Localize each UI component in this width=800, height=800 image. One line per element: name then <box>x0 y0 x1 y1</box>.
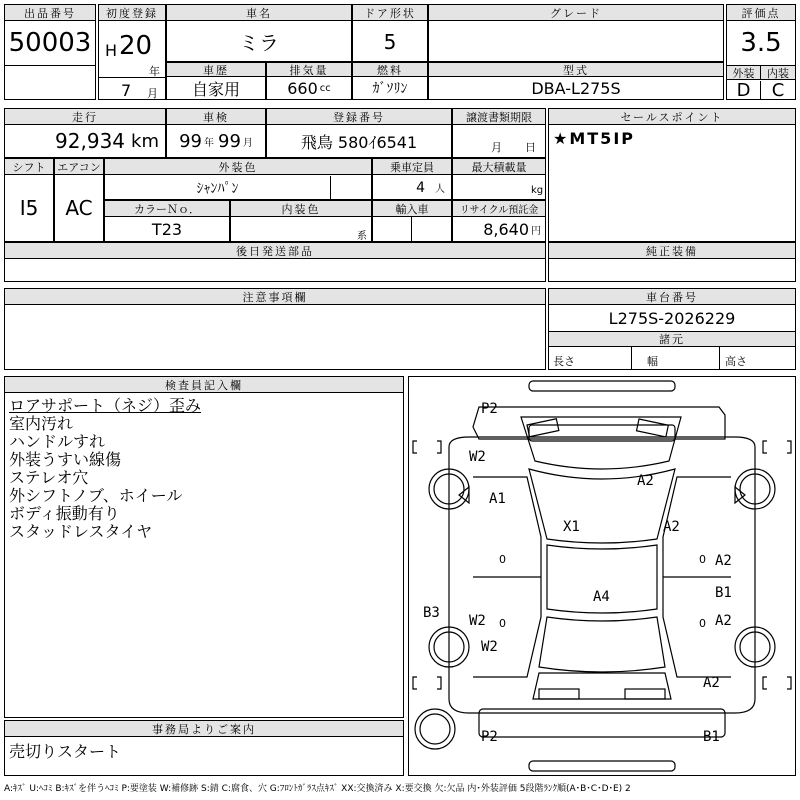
grade-label: グレード <box>429 5 723 21</box>
damage-mark: A1 <box>489 491 506 507</box>
capacity-row <box>373 176 451 199</box>
grade-value <box>429 22 723 61</box>
inspector-line: 外装うすい線傷 <box>9 450 122 469</box>
interior-score-label: 内装 <box>761 66 795 80</box>
damage-mark: A2 <box>663 519 680 535</box>
displacement-box <box>266 62 352 100</box>
specs-length: 長さ <box>553 355 575 368</box>
damage-mark: B1 <box>703 729 720 745</box>
model-code-value: DBA-L275S <box>531 78 621 98</box>
sales-point-label: セールスポイント <box>549 109 795 125</box>
interior-score-value: C <box>771 81 785 99</box>
car-diagram <box>409 377 795 775</box>
mileage-row <box>5 126 165 156</box>
exterior-color-label: 外装色 <box>105 159 371 175</box>
doors-value: 5 <box>383 29 397 54</box>
displacement-unit: cc <box>319 82 331 94</box>
car-name-box <box>166 4 352 62</box>
displacement-row <box>267 77 351 99</box>
inspector-line: ロアサポート（ネジ）歪み <box>9 396 202 415</box>
transfer-deadline-box <box>452 108 546 158</box>
transfer-deadline-label: 譲渡書類期限 <box>453 109 545 125</box>
first-registration-year-unit: 年 <box>149 65 160 78</box>
damage-mark: P2 <box>481 401 498 417</box>
damage-mark: A2 <box>715 613 732 629</box>
exterior-color-box <box>104 158 372 200</box>
inspection-month: 99 <box>218 130 241 152</box>
car-name-label: 車名 <box>167 5 351 21</box>
damage-mark: B1 <box>715 585 732 601</box>
lot-divider <box>5 65 95 66</box>
mileage-label: 走行 <box>5 109 165 125</box>
max-load-unit: kg <box>531 185 544 196</box>
grade-box <box>428 4 724 62</box>
first-registration-label: 初度登録 <box>99 5 165 21</box>
damage-mark: A2 <box>703 675 720 691</box>
doors-label: ドア形状 <box>353 5 427 21</box>
inspector-line: ステレオ穴 <box>9 468 89 487</box>
car-diagram-box <box>408 376 796 776</box>
office-label: 事務局よりご案内 <box>5 721 403 737</box>
first-registration-era: H <box>105 41 118 60</box>
history-box <box>166 62 266 100</box>
damage-mark: A4 <box>593 589 610 605</box>
score-box <box>726 4 796 100</box>
import-label: 輸入車 <box>373 201 451 217</box>
inspector-line: スタッドレスタイヤ <box>9 522 153 541</box>
aircon-box <box>54 158 104 242</box>
first-registration-year: 20 <box>119 31 153 61</box>
color-no-value: T23 <box>151 220 183 239</box>
inspection-month-unit: 月 <box>242 137 253 149</box>
score-label: 評価点 <box>727 5 795 21</box>
damage-mark: A2 <box>715 553 732 569</box>
model-code-label: 型式 <box>429 63 723 77</box>
recycle-fee-box <box>452 200 546 242</box>
capacity-box <box>372 158 452 200</box>
lot-number-value: 50003 <box>8 28 92 58</box>
later-parts-label: 後日発送部品 <box>5 243 545 259</box>
transfer-deadline-day-unit: 日 <box>525 141 536 154</box>
damage-mark: A2 <box>637 473 654 489</box>
inspection-box <box>166 108 266 158</box>
genuine-equipment-label: 純正装備 <box>549 243 795 259</box>
office-box <box>4 720 404 776</box>
score-value: 3.5 <box>740 28 782 58</box>
mileage-unit: km <box>131 130 159 152</box>
fuel-box <box>352 62 428 100</box>
damage-mark: W2 <box>481 639 498 655</box>
notes-label: 注意事項欄 <box>5 289 545 305</box>
inspector-line: 室内汚れ <box>9 414 74 433</box>
office-value: 売切りスタート <box>9 742 122 761</box>
exterior-score-value: D <box>727 81 761 99</box>
specs-width: 幅 <box>647 355 658 368</box>
fuel-value: ｶﾞｿﾘﾝ <box>372 81 408 97</box>
recycle-fee-unit: 円 <box>531 226 541 237</box>
exterior-color-value: ｼｬﾝﾊﾟﾝ <box>105 176 331 199</box>
shift-label: シフト <box>5 159 53 175</box>
first-registration-month-unit: 月 <box>147 87 158 100</box>
inspector-line: ハンドルすれ <box>9 432 106 451</box>
mileage-value: 92,934 <box>55 129 126 153</box>
mileage-box <box>4 108 166 158</box>
capacity-label: 乗車定員 <box>373 159 451 175</box>
inspector-lines <box>9 397 201 541</box>
interior-color-box <box>230 200 372 242</box>
damage-mark: W2 <box>469 449 486 465</box>
color-no-label: カラーＮｏ． <box>105 201 229 217</box>
shift-box <box>4 158 54 242</box>
shift-value: I5 <box>19 196 39 220</box>
inspection-year: 99 <box>179 130 202 152</box>
aircon-label: エアコン <box>55 159 103 175</box>
registration-no-box <box>266 108 452 158</box>
doors-box <box>352 4 428 62</box>
aircon-value: AC <box>65 196 93 220</box>
registration-no-value: 飛鳥 580ｲ6541 <box>300 132 418 152</box>
damage-mark: X1 <box>563 519 580 535</box>
interior-color-unit: 系 <box>357 231 367 242</box>
specs-divider-1 <box>631 347 632 369</box>
sales-point-box <box>548 108 796 242</box>
later-parts-box <box>4 242 546 282</box>
first-registration-box <box>98 4 166 100</box>
damage-mark: W2 <box>469 613 486 629</box>
recycle-fee-value: 8,640 <box>483 220 529 239</box>
svg-text:0: 0 <box>699 617 706 630</box>
legend: A:ｷｽﾞ U:ﾍｺﾐ B:ｷｽﾞを伴うﾍｺﾐ P:要塗装 W:補修跡 S:錆 C:腐食、穴 G:ﾌﾛﾝﾄｶﾞﾗｽ点ｷｽﾞ XX:交換済み X:要交換 欠:欠品 内･外装評価 5段階ﾗﾝｸ順(A･B･C･D･E) 2 <box>4 784 631 794</box>
inspector-line: ボディ振動有り <box>9 504 120 523</box>
import-box <box>372 200 452 242</box>
specs-divider-2 <box>719 347 720 369</box>
displacement-label: 排気量 <box>267 63 351 77</box>
fuel-label: 燃料 <box>353 63 427 77</box>
chassis-value: L275S-2026229 <box>608 308 736 328</box>
inspector-line: 外シフトノブ、ホイール <box>9 486 183 505</box>
chassis-box <box>548 288 796 370</box>
displacement-value: 660 <box>287 78 318 98</box>
exterior-score-label: 外装 <box>727 66 761 80</box>
svg-text:0: 0 <box>699 553 706 566</box>
inspector-box <box>4 376 404 718</box>
import-divider <box>411 217 412 241</box>
notes-box <box>4 288 546 370</box>
lot-number-label: 出品番号 <box>5 5 95 21</box>
max-load-label: 最大積載量 <box>453 159 545 175</box>
chassis-label: 車台番号 <box>549 289 795 305</box>
genuine-equipment-box <box>548 242 796 282</box>
capacity-unit: 人 <box>435 184 445 195</box>
sales-point-value: ★MT5IP <box>553 129 635 148</box>
specs-height: 高さ <box>725 355 747 368</box>
max-load-box <box>452 158 546 200</box>
first-registration-divider <box>99 77 165 78</box>
inspection-year-unit: 年 <box>204 137 214 149</box>
transfer-deadline-month-unit: 月 <box>491 141 502 154</box>
history-value: 自家用 <box>191 79 240 99</box>
registration-no-label: 登録番号 <box>267 109 451 125</box>
recycle-fee-label: リサイクル預託金 <box>453 201 545 217</box>
car-name-value: ミラ <box>239 31 279 55</box>
svg-text:0: 0 <box>499 553 506 566</box>
damage-mark: P2 <box>481 729 498 745</box>
capacity-value: 4 <box>416 179 425 196</box>
svg-text:0: 0 <box>499 617 506 630</box>
lot-number-box <box>4 4 96 100</box>
model-code-box <box>428 62 724 100</box>
history-label: 車歴 <box>167 63 265 77</box>
color-no-box <box>104 200 230 242</box>
inspection-row <box>167 126 265 156</box>
first-registration-month: 7 <box>121 81 132 100</box>
specs-label: 諸元 <box>549 331 795 347</box>
recycle-fee-row <box>453 218 545 241</box>
inspection-label: 車検 <box>167 109 265 125</box>
interior-color-label: 内装色 <box>231 201 371 217</box>
damage-mark: B3 <box>423 605 440 621</box>
inspector-label: 検査員記入欄 <box>5 377 403 393</box>
